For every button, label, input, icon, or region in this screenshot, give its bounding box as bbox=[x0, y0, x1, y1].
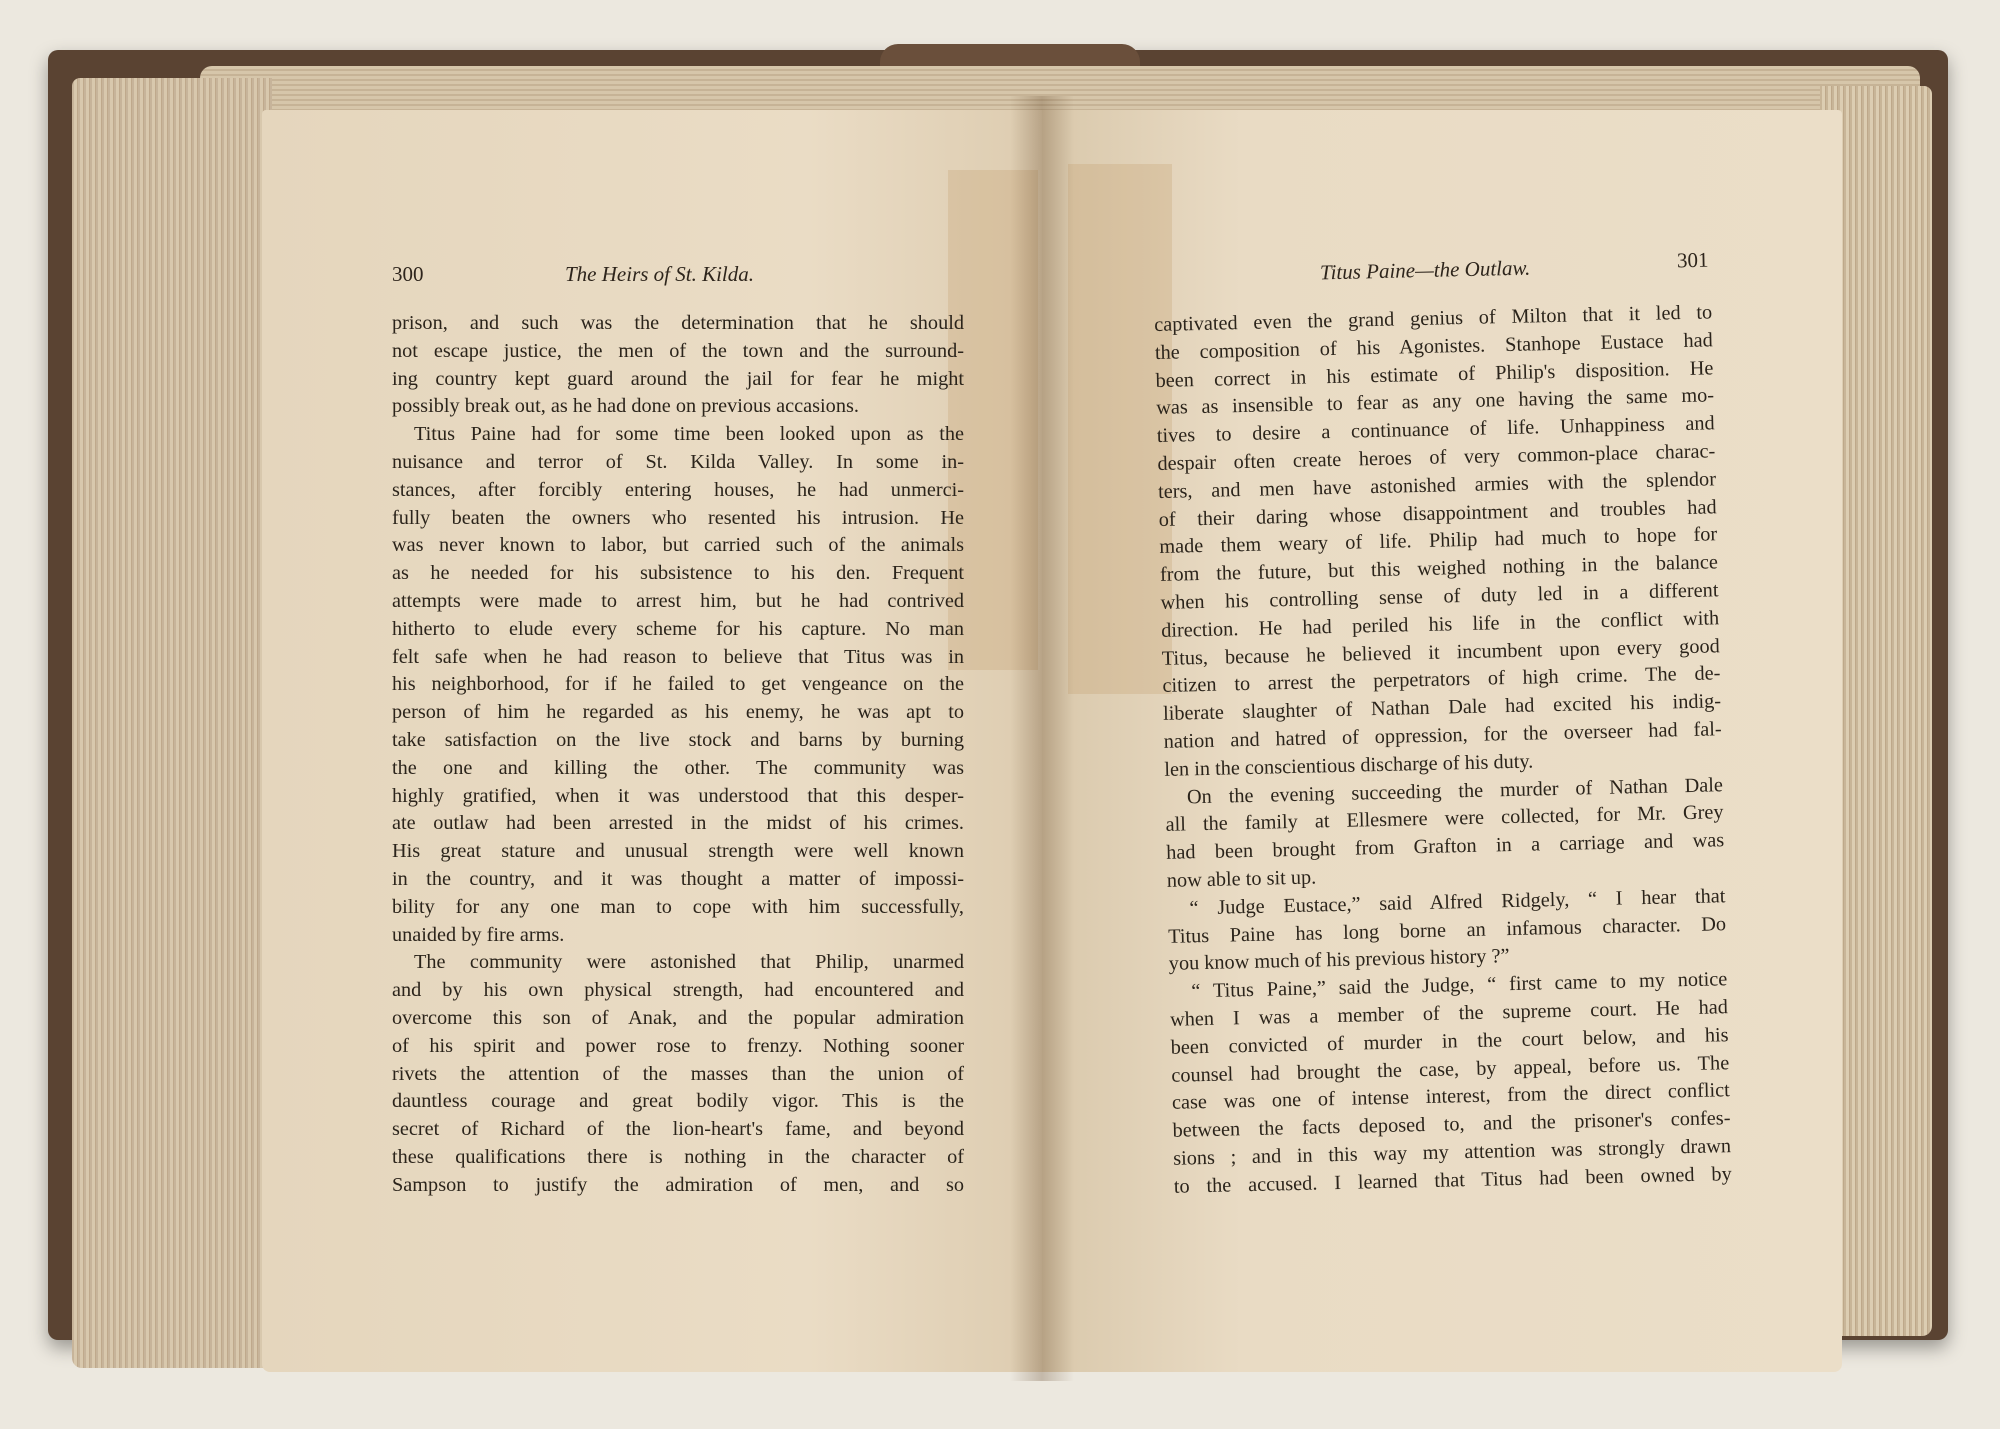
text-line: nation and hatred of oppression, for the overseer had fal- bbox=[1163, 718, 1722, 753]
text-line: was as insensible to fear as any one having the same mo- bbox=[1155, 384, 1715, 420]
text-line: overcome this son of Anak, and the popular admiration bbox=[392, 1006, 964, 1029]
left-page-text bbox=[392, 310, 964, 1200]
text-line: highly gratified, when it was understood that this desper- bbox=[392, 784, 964, 807]
text-line: The community were astonished that Philip, unarmed bbox=[414, 951, 964, 974]
text-line: citizen to arrest the perpetrators of high crime. The de- bbox=[1162, 662, 1721, 698]
text-line: from the future, but this weighed nothing in the balance bbox=[1159, 551, 1719, 587]
text-line: felt safe when he had reason to believe that Titus was in bbox=[392, 645, 964, 668]
text-line: rivets the attention of the masses than the union of bbox=[392, 1062, 964, 1085]
text-line: captivated even the grand genius of Milton that it led to bbox=[1154, 301, 1713, 336]
text-line: the one and killing the other. The community was bbox=[392, 756, 964, 779]
text-line: His great stature and unusual strength were well known bbox=[392, 840, 964, 863]
text-line: these qualifications there is nothing in the character of bbox=[392, 1145, 964, 1168]
text-line: Titus Paine had for some time been looked upon as the bbox=[414, 423, 964, 446]
text-line: attempts were made to arrest him, but he had contrived bbox=[392, 589, 964, 612]
text-line: Sampson to justify the admiration of men, and so bbox=[392, 1173, 964, 1196]
text-line: his neighborhood, for if he failed to get vengeance on the bbox=[392, 673, 964, 696]
text-line: had been brought from Grafton in a carriage and was bbox=[1166, 829, 1725, 864]
text-line: been convicted of murder in the court below, and his bbox=[1170, 1023, 1729, 1059]
text-line: bility for any one man to cope with him successfully, bbox=[392, 895, 964, 918]
page-edges-left bbox=[72, 78, 272, 1368]
text-line: person of him he regarded as his enemy, he was apt to bbox=[392, 701, 964, 724]
book-gutter bbox=[1010, 96, 1074, 1381]
text-line: of their daring whose disappointment and troubles had bbox=[1158, 495, 1717, 531]
text-line: to the accused. I learned that Titus had been owned by bbox=[1173, 1162, 1732, 1198]
text-line: Titus Paine has long borne an infamous character. Do bbox=[1167, 912, 1727, 948]
text-line: and by his own physical strength, had encountered and bbox=[392, 979, 964, 1002]
text-line: secret of Richard of the lion-heart's fame, and beyond bbox=[392, 1118, 964, 1141]
text-line: liberate slaughter of Nathan Dale had excited his indig- bbox=[1162, 690, 1722, 726]
text-line: fully beaten the owners who resented his intrusion. He bbox=[392, 506, 964, 529]
text-line: when his controlling sense of duty led in a different bbox=[1160, 579, 1719, 614]
text-line: you know much of his previous history ?” bbox=[1168, 945, 1510, 976]
left-running-head: The Heirs of St. Kilda. bbox=[565, 262, 755, 286]
text-line: when I was a member of the supreme court. He had bbox=[1169, 996, 1729, 1031]
text-line: dauntless courage and great bodily vigor. This is the bbox=[392, 1090, 964, 1113]
right-running-head: Titus Paine—the Outlaw. bbox=[1319, 255, 1531, 285]
text-line: stances, after forcibly entering houses, he had unmerci- bbox=[392, 478, 964, 501]
text-line: was never known to labor, but carried such of the animals bbox=[392, 534, 964, 557]
text-line: now able to sit up. bbox=[1166, 866, 1317, 892]
text-line: “ Titus Paine,” said the Judge, “ first came to my notice bbox=[1191, 968, 1728, 1003]
text-line: sions ; and in this way my attention was strongly drawn bbox=[1172, 1135, 1732, 1170]
text-line: unaided by fire arms. bbox=[392, 923, 565, 946]
text-line: of his spirit and power rose to frenzy. Nothing sooner bbox=[392, 1034, 964, 1057]
text-line: len in the conscientious discharge of his duty. bbox=[1164, 750, 1534, 781]
text-line: all the family at Ellesmere were collected, for Mr. Grey bbox=[1165, 801, 1724, 837]
text-line: despair often create heroes of very common-place charac- bbox=[1157, 440, 1716, 475]
text-line: not escape justice, the men of the town and the surround- bbox=[392, 339, 964, 362]
text-line: case was one of intense interest, from the direct conflict bbox=[1171, 1079, 1731, 1115]
text-line: possibly break out, as he had done on previous accasions. bbox=[392, 395, 859, 418]
text-line: tives to desire a continuance of life. Unhappiness and bbox=[1156, 412, 1715, 448]
text-line: hitherto to elude every scheme for his capture. No man bbox=[392, 617, 964, 640]
text-line: made them weary of life. Philip had much to hope for bbox=[1159, 523, 1718, 559]
text-line: direction. He had periled his life in the conflict with bbox=[1160, 607, 1720, 642]
text-line: between the facts deposed to, and the prisoner's confes- bbox=[1172, 1107, 1731, 1142]
text-line: as he needed for his subsistence to his den. Frequent bbox=[392, 562, 964, 585]
text-line: counsel had brought the case, by appeal, before us. The bbox=[1171, 1051, 1730, 1087]
text-line: nuisance and terror of St. Kilda Valley. In some in- bbox=[392, 450, 964, 473]
text-line: the composition of his Agonistes. Stanhope Eustace had bbox=[1154, 329, 1714, 364]
text-line: been correct in his estimate of Philip's disposition. He bbox=[1155, 356, 1714, 392]
right-page-text bbox=[1154, 299, 1732, 1201]
text-line: ing country kept guard around the jail for fear he might bbox=[392, 367, 964, 390]
text-line: take satisfaction on the live stock and barns by burning bbox=[392, 728, 964, 751]
text-line: On the evening succeeding the murder of Nathan Dale bbox=[1186, 773, 1724, 808]
text-line: ters, and men have astonished armies with the splendor bbox=[1157, 468, 1717, 503]
right-page-number: 301 bbox=[1676, 247, 1709, 273]
text-line: prison, and such was the determination that he should bbox=[392, 312, 964, 334]
text-line: ate outlaw had been arrested in the midst of his crimes. bbox=[392, 812, 964, 835]
text-line: Titus, because he believed it incumbent upon every good bbox=[1161, 634, 1720, 670]
text-line: in the country, and it was thought a matter of impossi- bbox=[392, 867, 964, 890]
left-page-number: 300 bbox=[392, 262, 424, 286]
text-line: “ Judge Eustace,” said Alfred Ridgely, “ I hear that bbox=[1189, 884, 1726, 920]
